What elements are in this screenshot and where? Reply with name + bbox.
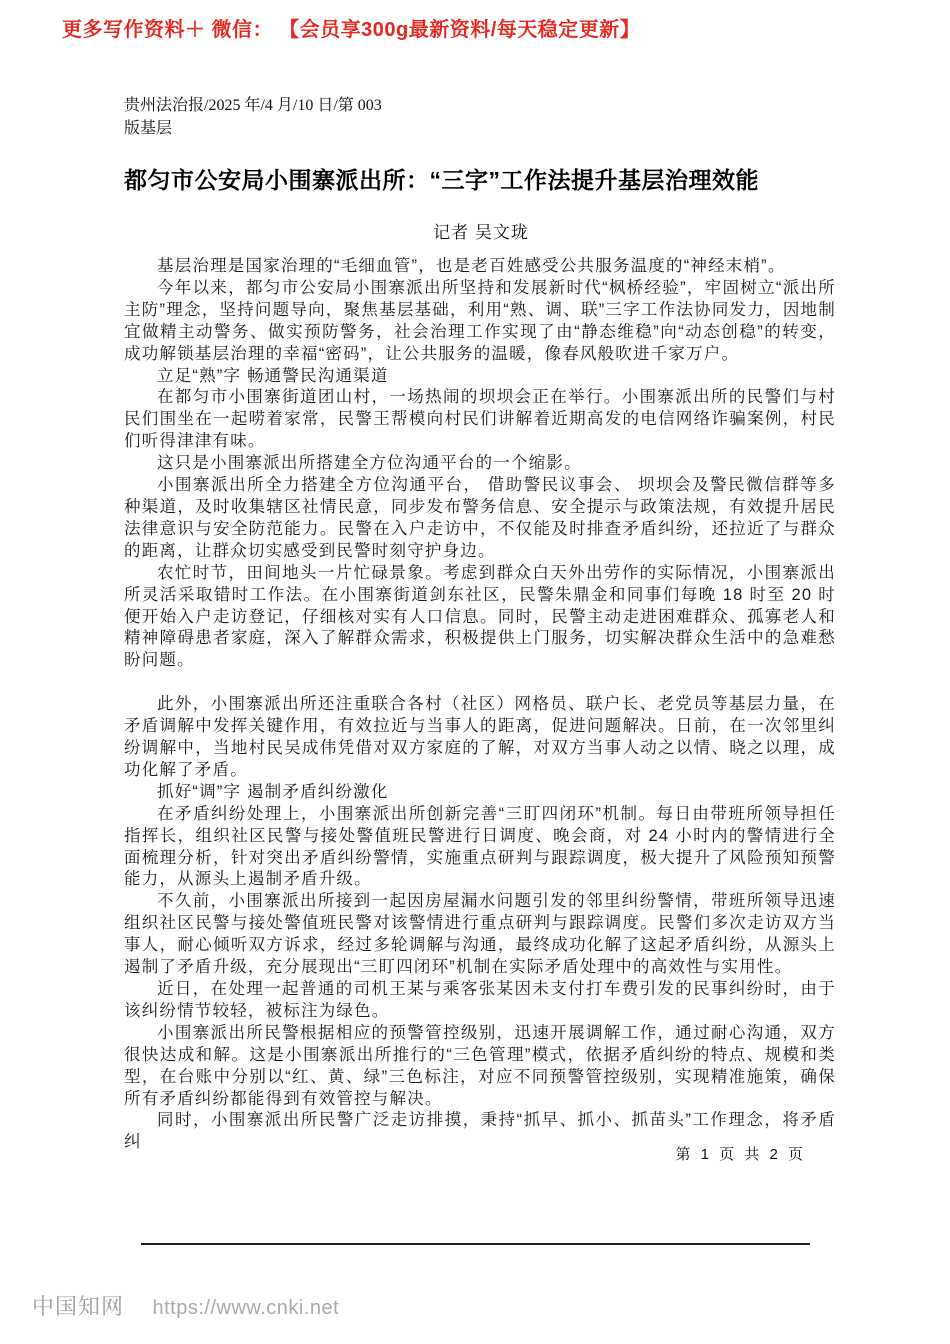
section-subhead: 立足“熟”字 畅通警民沟通渠道 (157, 366, 389, 385)
publication-info (124, 94, 382, 140)
paragraph: 小围寨派出所全力搭建全方位沟通平台， 借助警民议事会、 坝坝会及警民微信群等多种渠道，及时收集辖区社情民意，同步发布警务信息、安全提示与政策法规，有效提升居民法律意识与安全防范能力。民警在入户走访中，不仅能及时排查矛盾纠纷，还拉近了与群众的距离，让群众切实感受到民警时刻守护身边。 (124, 476, 836, 560)
paragraph: 基层治理是国家治理的“毛细血管”，也是老百姓感受公共服务温度的“神经末梢”。 (157, 257, 786, 275)
paragraph: 这只是小围寨派出所搭建全方位沟通平台的一个缩影。 (157, 454, 582, 473)
article-byline: 记者 吴文珑 (433, 223, 529, 242)
cnki-watermark (32, 1290, 339, 1321)
publication-date-line: 贵州法治报/2025 年/4 月/10 日/第 003 (124, 97, 382, 114)
cnki-url-link[interactable]: https://www.cnki.net (152, 1297, 340, 1319)
paragraph: 今年以来，都匀市公安局小围寨派出所坚持和发展新时代“枫桥经验”，牢固树立“派出所主防”理念，坚持问题导向，聚焦基层基础，利用“熟、调、联”三字工作法协同发力，因地制宜做精主动警务、做实预防警务，社会治理工作实现了由“静态维稳”向“动态创稳”的转变，成功解锁基层治理的幸福“密码”，让公共服务的温暖，像春风般吹进千家万户。 (124, 278, 836, 363)
section-subhead: 抓好“调”字 遏制矛盾纠纷激化 (157, 782, 389, 801)
paragraph: 小围寨派出所民警根据相应的预警管控级别，迅速开展调解工作，通过耐心沟通，双方很快达成和解。这是小围寨派出所推行的“三色管理”模式，依据矛盾纠纷的特点、规模和类型，在台账中分别以“红、黄、绿”三色标注，对应不同预警管控级别，实现精准施策，确保所有矛盾纠纷都能得到有效管控与解决。 (124, 1023, 836, 1108)
paragraph: 同时，小围寨派出所民警广泛走访排摸，秉持“抓早、抓小、抓苗头”工作理念，将矛盾纠 (124, 1111, 836, 1152)
promo-banner-text: 更多写作资料＋ 微信： 【会员享300g最新资料/每天稳定更新】 (62, 19, 641, 41)
paragraph: 在矛盾纠纷处理上，小围寨派出所创新完善“三盯四闭环”机制。每日由带班所领导担任指挥长，组织社区民警与接处警值班民警进行日调度、晚会商，对 24 小时内的警情进行全面梳理分析，针对突出矛盾纠纷警情，实施重点研判与跟踪调度，极大提升了风险预知预警能力，从源头上遏制矛盾升级。 (124, 804, 836, 889)
publication-edition-line: 版基层 (124, 120, 173, 137)
paragraph: 不久前，小围寨派出所接到一起因房屋漏水问题引发的邻里纠纷警情，带班所领导迅速组织社区民警与接处警值班民警对该警情进行重点研判与跟踪调度。民警们多次走访双方当事人，耐心倾听双方诉求，经过多轮调解与沟通，最终成功化解了这起矛盾纠纷，从源头上遏制了矛盾升级，充分展现出“三盯四闭环”机制在实际矛盾处理中的高效性与实用性。 (124, 892, 836, 977)
article-title: 都匀市公安局小围寨派出所：“三字”工作法提升基层治理效能 (124, 167, 759, 193)
paragraph: 近日，在处理一起普通的司机王某与乘客张某因未支付打车费引发的民事纠纷时，由于该纠纷情节较轻，被标注为绿色。 (124, 980, 836, 1020)
footer-divider (141, 1243, 810, 1245)
paragraph: 农忙时节，田间地头一片忙碌景象。考虑到群众白天外出劳作的实际情况，小围寨派出所灵活采取错时工作法。在小围寨街道剑东社区，民警朱鼎金和同事们每晚 18 时至 20 时便开始入户走访登记，仔细核对实有人口信息。同时，民警主动走进困难群众、孤寡老人和精神障碍患者家庭，深入了解群众需求，积极提供上门服务，切实解决群众生活中的急难愁盼问题。 (124, 563, 836, 670)
article-body (124, 256, 836, 1154)
cnki-logo-text: 中国知网 (32, 1294, 125, 1319)
page-number-indicator: 第 1 页 共 2 页 (675, 1146, 806, 1163)
paragraph: 在都匀市小围寨街道团山村，一场热闹的坝坝会正在举行。小围寨派出所的民警们与村民们围坐在一起唠着家常，民警王帮模向村民们讲解着近期高发的电信网络诈骗案例，村民们听得津津有味。 (124, 388, 836, 451)
paragraph: 此外，小围寨派出所还注重联合各村（社区）网格员、联户长、老党员等基层力量，在矛盾调解中发挥关键作用，有效拉近与当事人的距离，促进问题解决。日前，在一次邻里纠纷调解中，当地村民吴成伟凭借对双方家庭的了解，对双方当事人动之以情、晓之以理，成功化解了矛盾。 (124, 695, 836, 779)
